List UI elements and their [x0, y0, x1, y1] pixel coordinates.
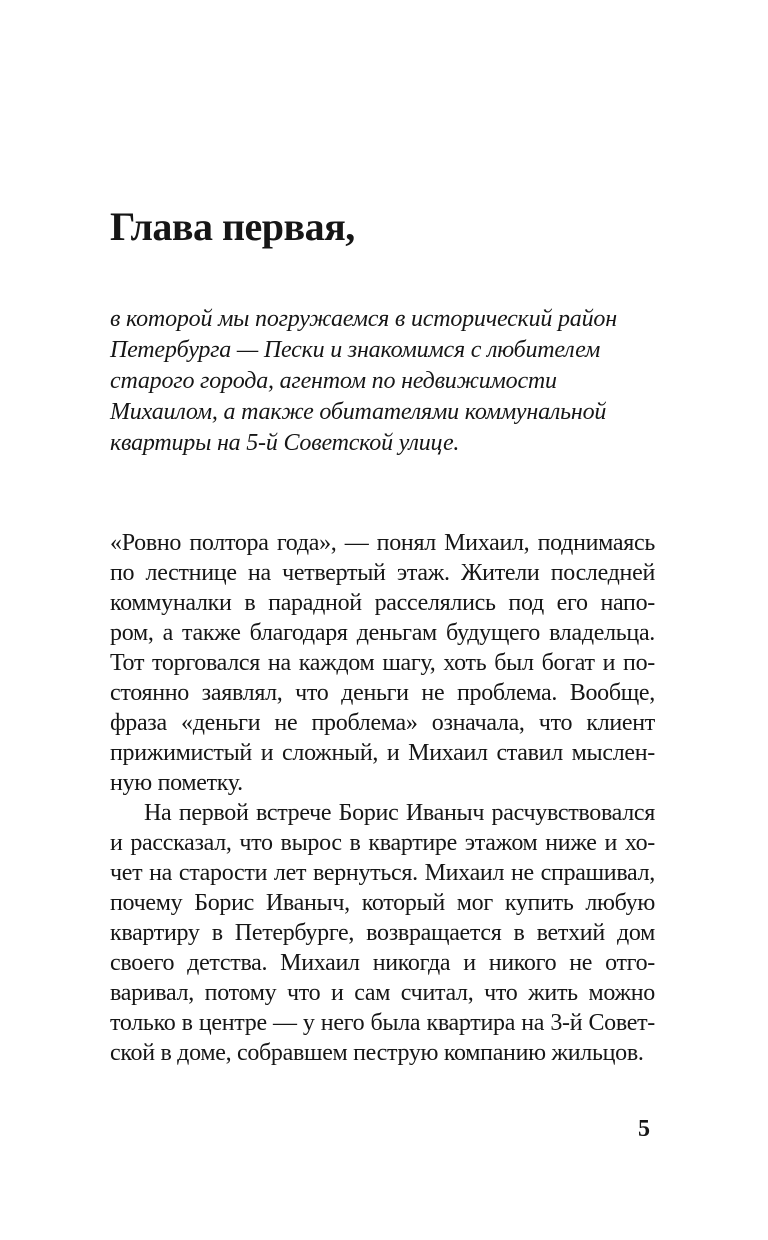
body-line: прижимистый и сложный, и Михаил ставил мыслен- — [110, 740, 655, 766]
body-line: и рассказал, что вырос в квартире этажом ниже и хо- — [110, 830, 655, 856]
body-line: своего детства. Михаил никогда и никого не отго- — [110, 950, 655, 976]
body-line: чет на старости лет вернуться. Михаил не спрашивал, — [110, 860, 655, 886]
page-number: 5 — [638, 1116, 650, 1142]
chapter-body — [110, 528, 655, 1068]
body-line: «Ровно полтора года», — понял Михаил, поднимаясь — [110, 530, 655, 556]
paragraph — [110, 528, 655, 798]
epigraph-line: старого города, агентом по недвижимости — [110, 368, 557, 394]
body-line: только в центре — у него была квартира на 3-й Совет- — [110, 1010, 655, 1036]
body-line: коммуналки в парадной расселялись под его напо- — [110, 590, 655, 616]
paragraph — [110, 798, 655, 1068]
body-line: фраза «деньги не проблема» означала, что клиент — [110, 710, 655, 736]
body-line: На первой встрече Борис Иваныч расчувствовался — [144, 800, 655, 826]
body-line: ской в доме, собравшем пеструю компанию жильцов. — [110, 1040, 644, 1066]
body-line: Тот торговался на каждом шагу, хоть был богат и по- — [110, 650, 655, 676]
body-line: почему Борис Иваныч, который мог купить любую — [110, 890, 655, 916]
body-line: ром, а также благодаря деньгам будущего владельца. — [110, 620, 655, 646]
epigraph-line: Петербурга — Пески и знакомимся с любителем — [110, 337, 601, 363]
epigraph-line: Михаилом, а также обитателями коммунальной — [110, 399, 607, 425]
chapter-epigraph — [110, 304, 655, 459]
body-line: ную пометку. — [110, 770, 243, 796]
epigraph-line: квартиры на 5-й Советской улице. — [110, 430, 460, 456]
epigraph-line: в которой мы погружаемся в исторический район — [110, 306, 617, 332]
body-line: квартиру в Петербурге, возвращается в ветхий дом — [110, 920, 655, 946]
chapter-title: Глава первая, — [110, 204, 355, 249]
body-line: по лестнице на четвертый этаж. Жители последней — [110, 560, 655, 586]
body-line: варивал, потому что и сам считал, что жить можно — [110, 980, 655, 1006]
body-line: стоянно заявлял, что деньги не проблема. Вообще, — [110, 680, 655, 706]
